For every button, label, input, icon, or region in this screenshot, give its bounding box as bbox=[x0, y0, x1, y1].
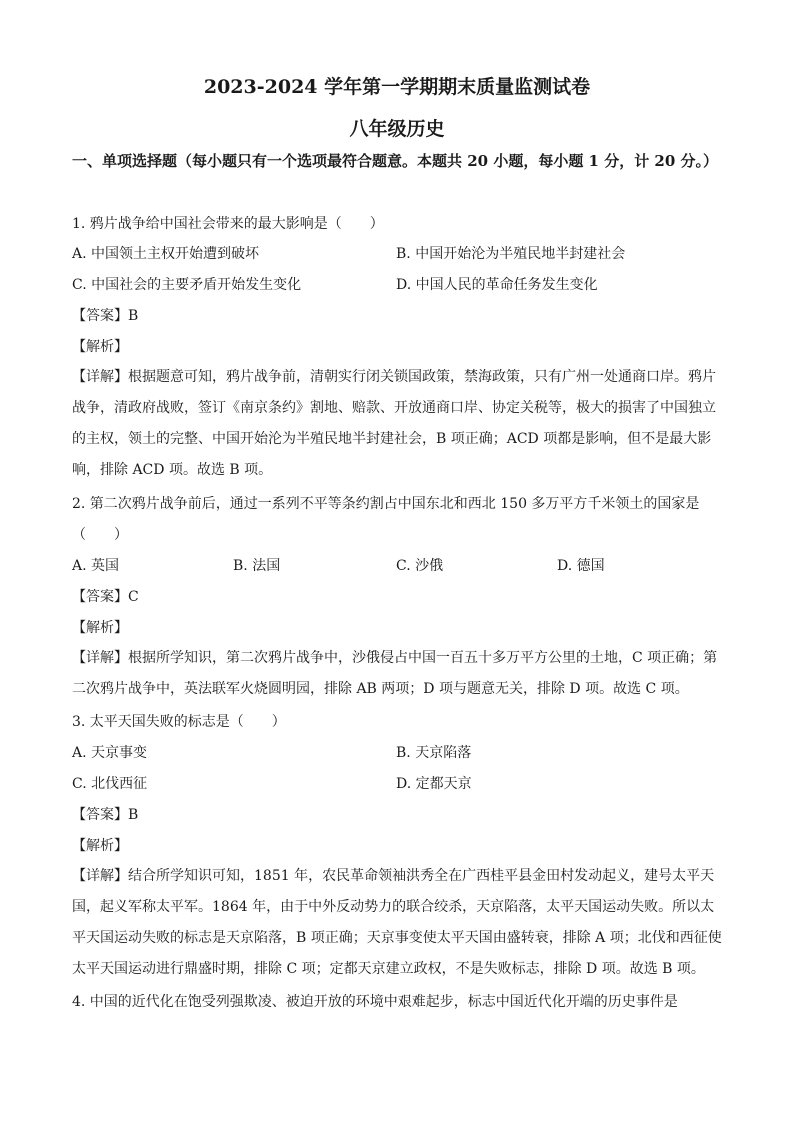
question-4-stem: 4. 中国的近代化在饱受列强欺凌、被迫开放的环境中艰难起步，标志中国近代化开端的历史事件是 bbox=[72, 994, 678, 1010]
question-2-option-c: C. 沙俄 bbox=[396, 558, 444, 574]
question-2-stem: 2. 第二次鸦片战争前后，通过一系列不平等条约割占中国东北和西北 150 多万平方千米领土的国家是（ ） bbox=[72, 496, 700, 543]
question-3-analysis-label: 【解析】 bbox=[72, 838, 128, 854]
question-3-option-b: B. 天京陷落 bbox=[396, 745, 472, 761]
exam-title: 2023-2024 学年第一学期期末质量监测试卷 bbox=[203, 76, 591, 98]
question-3-option-d: D. 定都天京 bbox=[396, 776, 472, 792]
question-2-analysis-label: 【解析】 bbox=[72, 620, 128, 636]
question-3-detail: 【详解】结合所学知识可知，1851 年，农民革命领袖洪秀全在广西桂平县金田村发动起义，建号太平天国，起义军称太平军。1864 年，由于中外反动势力的联合绞杀，天京陷落，太平天国运动失败。所以太平天国运动失败的标志是天京陷落，B 项正确；天京事变使太平天国由盛转衰，排除 A 项；北伐和西征使太平天国运动进行鼎盛时期，排除 C 项；定都天京建立政权，不是失败标志，排除 D 项。故选 B 项。 bbox=[72, 868, 722, 977]
question-2-option-a: A. 英国 bbox=[72, 558, 120, 574]
question-3-option-c: C. 北伐西征 bbox=[72, 776, 148, 792]
question-3-option-a: A. 天京事变 bbox=[72, 745, 148, 761]
question-1-answer: 【答案】B bbox=[72, 308, 139, 324]
section-heading: 一、单项选择题（每小题只有一个选项最符合题意。本题共 20 小题，每小题 1 分，计 20 分。） bbox=[72, 152, 719, 170]
question-2-option-b: B. 法国 bbox=[233, 558, 281, 574]
exam-subject: 八年级历史 bbox=[349, 118, 445, 140]
question-1-option-a: A. 中国领土主权开始遭到破坏 bbox=[72, 246, 260, 262]
question-1-option-c: C. 中国社会的主要矛盾开始发生变化 bbox=[72, 277, 302, 293]
question-2-answer: 【答案】C bbox=[72, 589, 139, 605]
question-1-stem: 1. 鸦片战争给中国社会带来的最大影响是（ ） bbox=[72, 216, 384, 232]
question-3-answer: 【答案】B bbox=[72, 807, 139, 823]
question-3-stem: 3. 太平天国失败的标志是（ ） bbox=[72, 714, 286, 730]
question-1-detail: 【详解】根据题意可知，鸦片战争前，清朝实行闭关锁国政策，禁海政策，只有广州一处通商口岸。鸦片战争，清政府战败，签订《南京条约》割地、赔款、开放通商口岸、协定关税等，极大的损害了中国独立的主权，领土的完整、中国开始沦为半殖民地半封建社会，B 项正确；ACD 项都是影响，但不是最大影响，排除 ACD 项。故选 B 项。 bbox=[72, 369, 716, 478]
question-1-analysis-label: 【解析】 bbox=[72, 339, 128, 355]
question-1-option-d: D. 中国人民的革命任务发生变化 bbox=[396, 277, 598, 293]
question-1-option-b: B. 中国开始沦为半殖民地半封建社会 bbox=[396, 246, 626, 262]
question-2-option-d: D. 德国 bbox=[557, 558, 605, 574]
question-2-detail: 【详解】根据所学知识，第二次鸦片战争中，沙俄侵占中国一百五十多万平方公里的土地，C 项正确；第二次鸦片战争中，英法联军火烧圆明园，排除 AB 两项；D 项与题意无关，排除 D 项。故选 C 项。 bbox=[72, 650, 718, 697]
